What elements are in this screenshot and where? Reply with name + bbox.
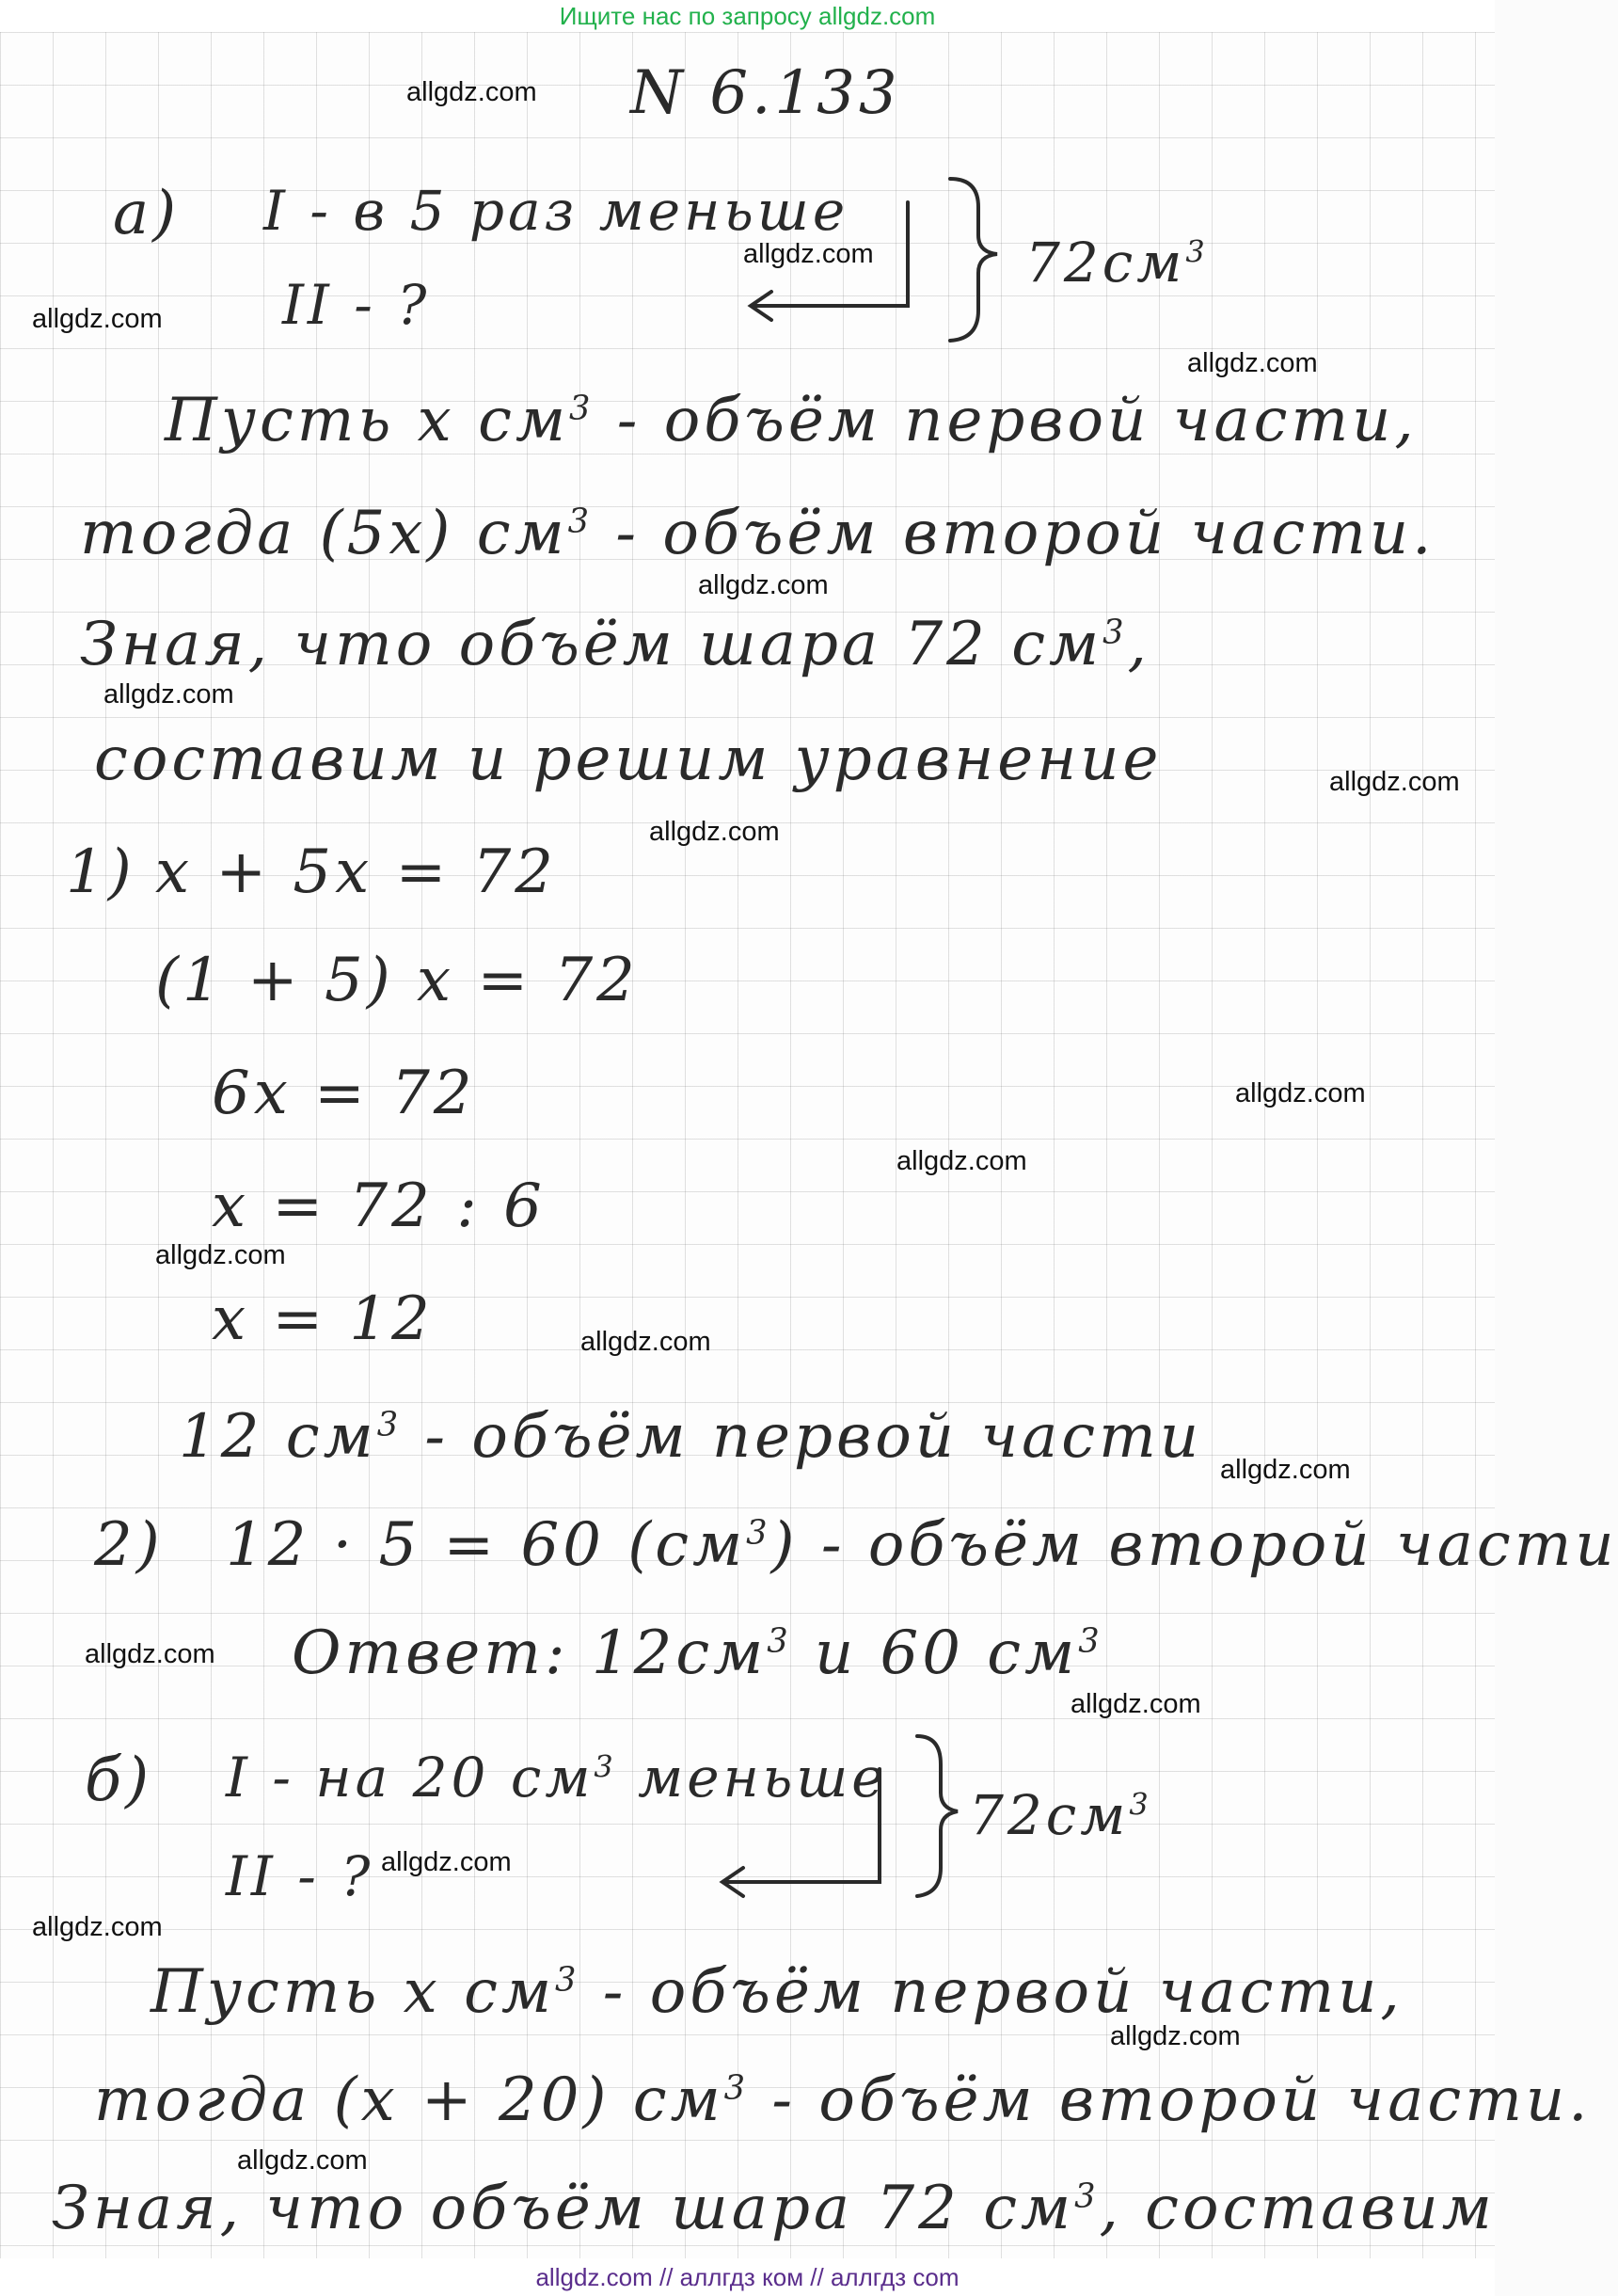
part-b-arrow-line [724,1769,880,1882]
equation-4: х = 72 : 6 [212,1172,546,1241]
part-b-brace [917,1736,958,1896]
watermark: allgdz.com [1220,1455,1351,1485]
watermark: allgdz.com [85,1639,215,1669]
step-2-calculation: 12 · 5 = 60 $(см^3)$ - объём второй части [226,1510,1618,1580]
part-a-brace [950,179,997,341]
equation-3: 6х = 72 [212,1059,476,1128]
part-b-intro-2: тогда (х + 20) $см^3$ - объём второй части. [94,2065,1592,2135]
equation-1: х + 5х = 72 [155,837,557,907]
watermark: allgdz.com [381,1847,512,1877]
part-b-condition-1: I - на 20 $см^3$ меньше [226,1746,888,1810]
watermark: allgdz.com [1329,767,1460,797]
problem-number: N 6.133 [630,58,901,128]
watermark: allgdz.com [103,679,234,710]
watermark: allgdz.com [896,1146,1027,1176]
part-a-total: $72см^3$ [1025,231,1209,295]
step-2-label: 2) [94,1510,164,1580]
top-banner[interactable]: Ищите нас по запросу allgdz.com [0,0,1495,32]
part-a-condition-2: II - ? [282,273,431,337]
step-1-label: 1) [66,837,135,907]
part-a-condition-1: I - в 5 раз меньше [263,179,849,243]
part-a-intro-4: составим и решим уравнение [94,725,1163,794]
watermark: allgdz.com [1235,1078,1366,1108]
watermark: allgdz.com [237,2145,368,2176]
watermark: allgdz.com [1187,348,1318,378]
part-b-label: б) [85,1746,153,1815]
equation-2: (1 + 5) х = 72 [155,946,639,1015]
part-a-intro-2: тогда (5х) $см^3$ - объём второй части. [80,499,1436,568]
watermark: allgdz.com [406,77,537,107]
footer-links[interactable]: allgdz.com // аллгдз ком // аллгдз com [0,2258,1495,2296]
watermark: allgdz.com [155,1240,286,1270]
answer-a: Ответ: $12см^3$ и 60 $см^3$ [292,1618,1103,1688]
watermark: allgdz.com [32,304,163,334]
part-b-condition-2: II - ? [226,1844,374,1908]
watermark: allgdz.com [580,1327,711,1357]
part-a-label: а) [113,179,181,248]
result-1: 12 $см^3$ - объём первой части [179,1402,1203,1472]
watermark: allgdz.com [649,817,780,847]
part-b-total: $72см^3$ [969,1783,1152,1847]
watermark: allgdz.com [743,239,874,269]
part-a-intro-3: Зная, что объём шара 72 $см^3$, [80,610,1150,679]
watermark: allgdz.com [32,1912,163,1942]
watermark: allgdz.com [698,570,829,600]
part-b-intro-3: Зная, что объём шара 72 $см^3$, составим [52,2174,1496,2243]
watermark: allgdz.com [1071,1689,1201,1719]
equation-5: х = 12 [212,1284,434,1354]
part-a-intro-1: Пусть х $см^3$ - объём первой части, [165,386,1418,455]
watermark: allgdz.com [1110,2021,1241,2051]
part-b-intro-1: Пусть х $см^3$ - объём первой части, [151,1957,1404,2027]
